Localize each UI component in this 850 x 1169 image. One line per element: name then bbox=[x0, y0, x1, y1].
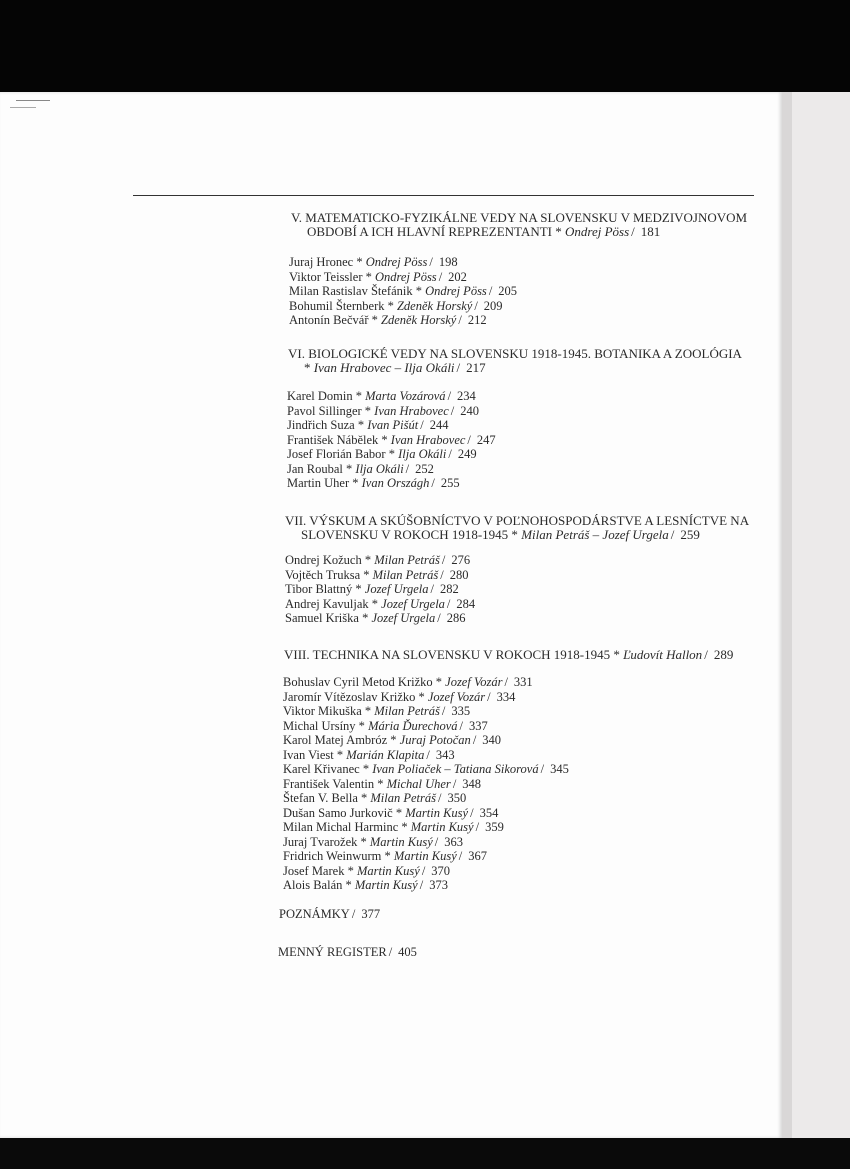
toc-entry[interactable]: Štefan V. Bella * Milan Petráš / 350 bbox=[283, 791, 467, 805]
toc-entries-viii bbox=[283, 675, 569, 893]
toc-section-vii bbox=[285, 514, 749, 542]
heading-line2: SLOVENSKU V ROKOCH 1918-1945 * Milan Petráš – Jozef Urgela / 259 bbox=[301, 527, 700, 542]
toc-entry[interactable]: Viktor Mikuška * Milan Petráš / 335 bbox=[283, 704, 471, 718]
toc-entry[interactable]: Michal Ursíny * Mária Ďurechová / 337 bbox=[283, 718, 488, 733]
toc-entry[interactable]: Juraj Tvarožek * Martin Kusý / 363 bbox=[283, 834, 463, 849]
toc-entry[interactable]: Karol Matej Ambróz * Juraj Potočan / 340 bbox=[283, 733, 502, 747]
toc-entry[interactable]: Josef Marek * Martin Kusý / 370 bbox=[283, 863, 451, 878]
toc-notes[interactable]: POZNÁMKY / 377 bbox=[279, 907, 381, 921]
toc-entry[interactable]: Juraj Hronec * Ondrej Pöss / 198 bbox=[289, 255, 458, 269]
toc-section-vi bbox=[288, 347, 742, 375]
toc-entry[interactable]: Fridrich Weinwurm * Martin Kusý / 367 bbox=[283, 849, 487, 863]
section-heading bbox=[285, 514, 749, 542]
toc-entry[interactable]: Ivan Viest * Marián Klapita / 343 bbox=[283, 747, 455, 762]
toc-entry[interactable]: Milan Michal Harminc * Martin Kusý / 359 bbox=[283, 820, 504, 834]
toc-entry[interactable]: Alois Balán * Martin Kusý / 373 bbox=[283, 878, 448, 892]
toc-entries-vii bbox=[285, 553, 475, 626]
toc-entry[interactable]: Jan Roubal * Ilja Okáli / 252 bbox=[287, 461, 434, 476]
toc-entry[interactable]: Pavol Sillinger * Ivan Hrabovec / 240 bbox=[287, 403, 480, 418]
toc-entry[interactable]: Antonín Bečvář * Zdeněk Horský / 212 bbox=[289, 313, 487, 327]
toc-entry[interactable]: Martin Uher * Ivan Országh / 255 bbox=[287, 476, 460, 490]
heading-line2: * Ivan Hrabovec – Ilja Okáli / 217 bbox=[304, 360, 486, 375]
toc-entry[interactable]: Vojtěch Truksa * Milan Petráš / 280 bbox=[285, 567, 469, 582]
section-heading bbox=[288, 347, 742, 375]
toc-entry[interactable]: Josef Florián Babor * Ilja Okáli / 249 bbox=[287, 447, 477, 461]
toc-entry[interactable]: Bohuslav Cyril Metod Križko * Jozef Vozár / 331 bbox=[283, 675, 533, 689]
toc-entry[interactable]: Milan Rastislav Štefánik * Ondrej Pöss / 205 bbox=[289, 284, 518, 298]
heading-line1: VII. VÝSKUM A SKÚŠOBNÍCTVO V POĽNOHOSPODÁRSTVE A LESNÍCTVE NA bbox=[285, 513, 750, 528]
toc-entries-vi bbox=[287, 389, 496, 491]
toc-section-v bbox=[291, 211, 747, 239]
toc-section-viii bbox=[284, 648, 733, 662]
toc-entry[interactable]: Jindřich Suza * Ivan Pišút / 244 bbox=[287, 418, 449, 432]
scan-top-border bbox=[0, 0, 850, 92]
section-heading bbox=[291, 211, 747, 239]
heading-line1: VI. BIOLOGICKÉ VEDY NA SLOVENSKU 1918-1945. BOTANIKA A ZOOLÓGIA bbox=[288, 346, 742, 361]
toc-entries-v bbox=[289, 255, 517, 328]
toc-entry[interactable]: Ondrej Kožuch * Milan Petráš / 276 bbox=[285, 553, 471, 567]
toc-entry[interactable]: Tibor Blattný * Jozef Urgela / 282 bbox=[285, 582, 459, 596]
header-rule bbox=[133, 195, 754, 196]
toc-entry[interactable]: Viktor Teissler * Ondrej Pöss / 202 bbox=[289, 269, 467, 284]
page-corner-mark bbox=[16, 100, 50, 101]
toc-entry[interactable]: Karel Domin * Marta Vozárová / 234 bbox=[287, 389, 476, 403]
heading-line2: OBDOBÍ A ICH HLAVNÍ REPREZENTANTI * Ondrej Pöss / 181 bbox=[307, 224, 661, 239]
page-corner-mark bbox=[10, 107, 36, 108]
toc-entry[interactable]: František Valentin * Michal Uher / 348 bbox=[283, 776, 482, 791]
toc-entry[interactable]: František Nábělek * Ivan Hrabovec / 247 bbox=[287, 432, 496, 447]
toc-entry[interactable]: Samuel Kriška * Jozef Urgela / 286 bbox=[285, 611, 466, 625]
toc-entry[interactable]: Bohumil Šternberk * Zdeněk Horský / 209 bbox=[289, 298, 503, 313]
toc-entry[interactable]: Dušan Samo Jurkovič * Martin Kusý / 354 bbox=[283, 805, 499, 820]
toc-entry[interactable]: Andrej Kavuljak * Jozef Urgela / 284 bbox=[285, 596, 476, 611]
toc-name-register[interactable]: MENNÝ REGISTER / 405 bbox=[278, 945, 417, 959]
section-heading: VIII. TECHNIKA NA SLOVENSKU V ROKOCH 1918-1945 * Ľudovít Hallon / 289 bbox=[284, 647, 734, 662]
scan-bottom-border bbox=[0, 1138, 850, 1169]
toc-entry[interactable]: Karel Křivanec * Ivan Poliaček – Tatiana Sikorová / 345 bbox=[283, 762, 569, 776]
toc-entry[interactable]: Jaromír Vítězoslav Križko * Jozef Vozár / 334 bbox=[283, 689, 516, 704]
heading-line1: V. MATEMATICKO-FYZIKÁLNE VEDY NA SLOVENSKU V MEDZIVOJNOVOM bbox=[291, 210, 748, 225]
